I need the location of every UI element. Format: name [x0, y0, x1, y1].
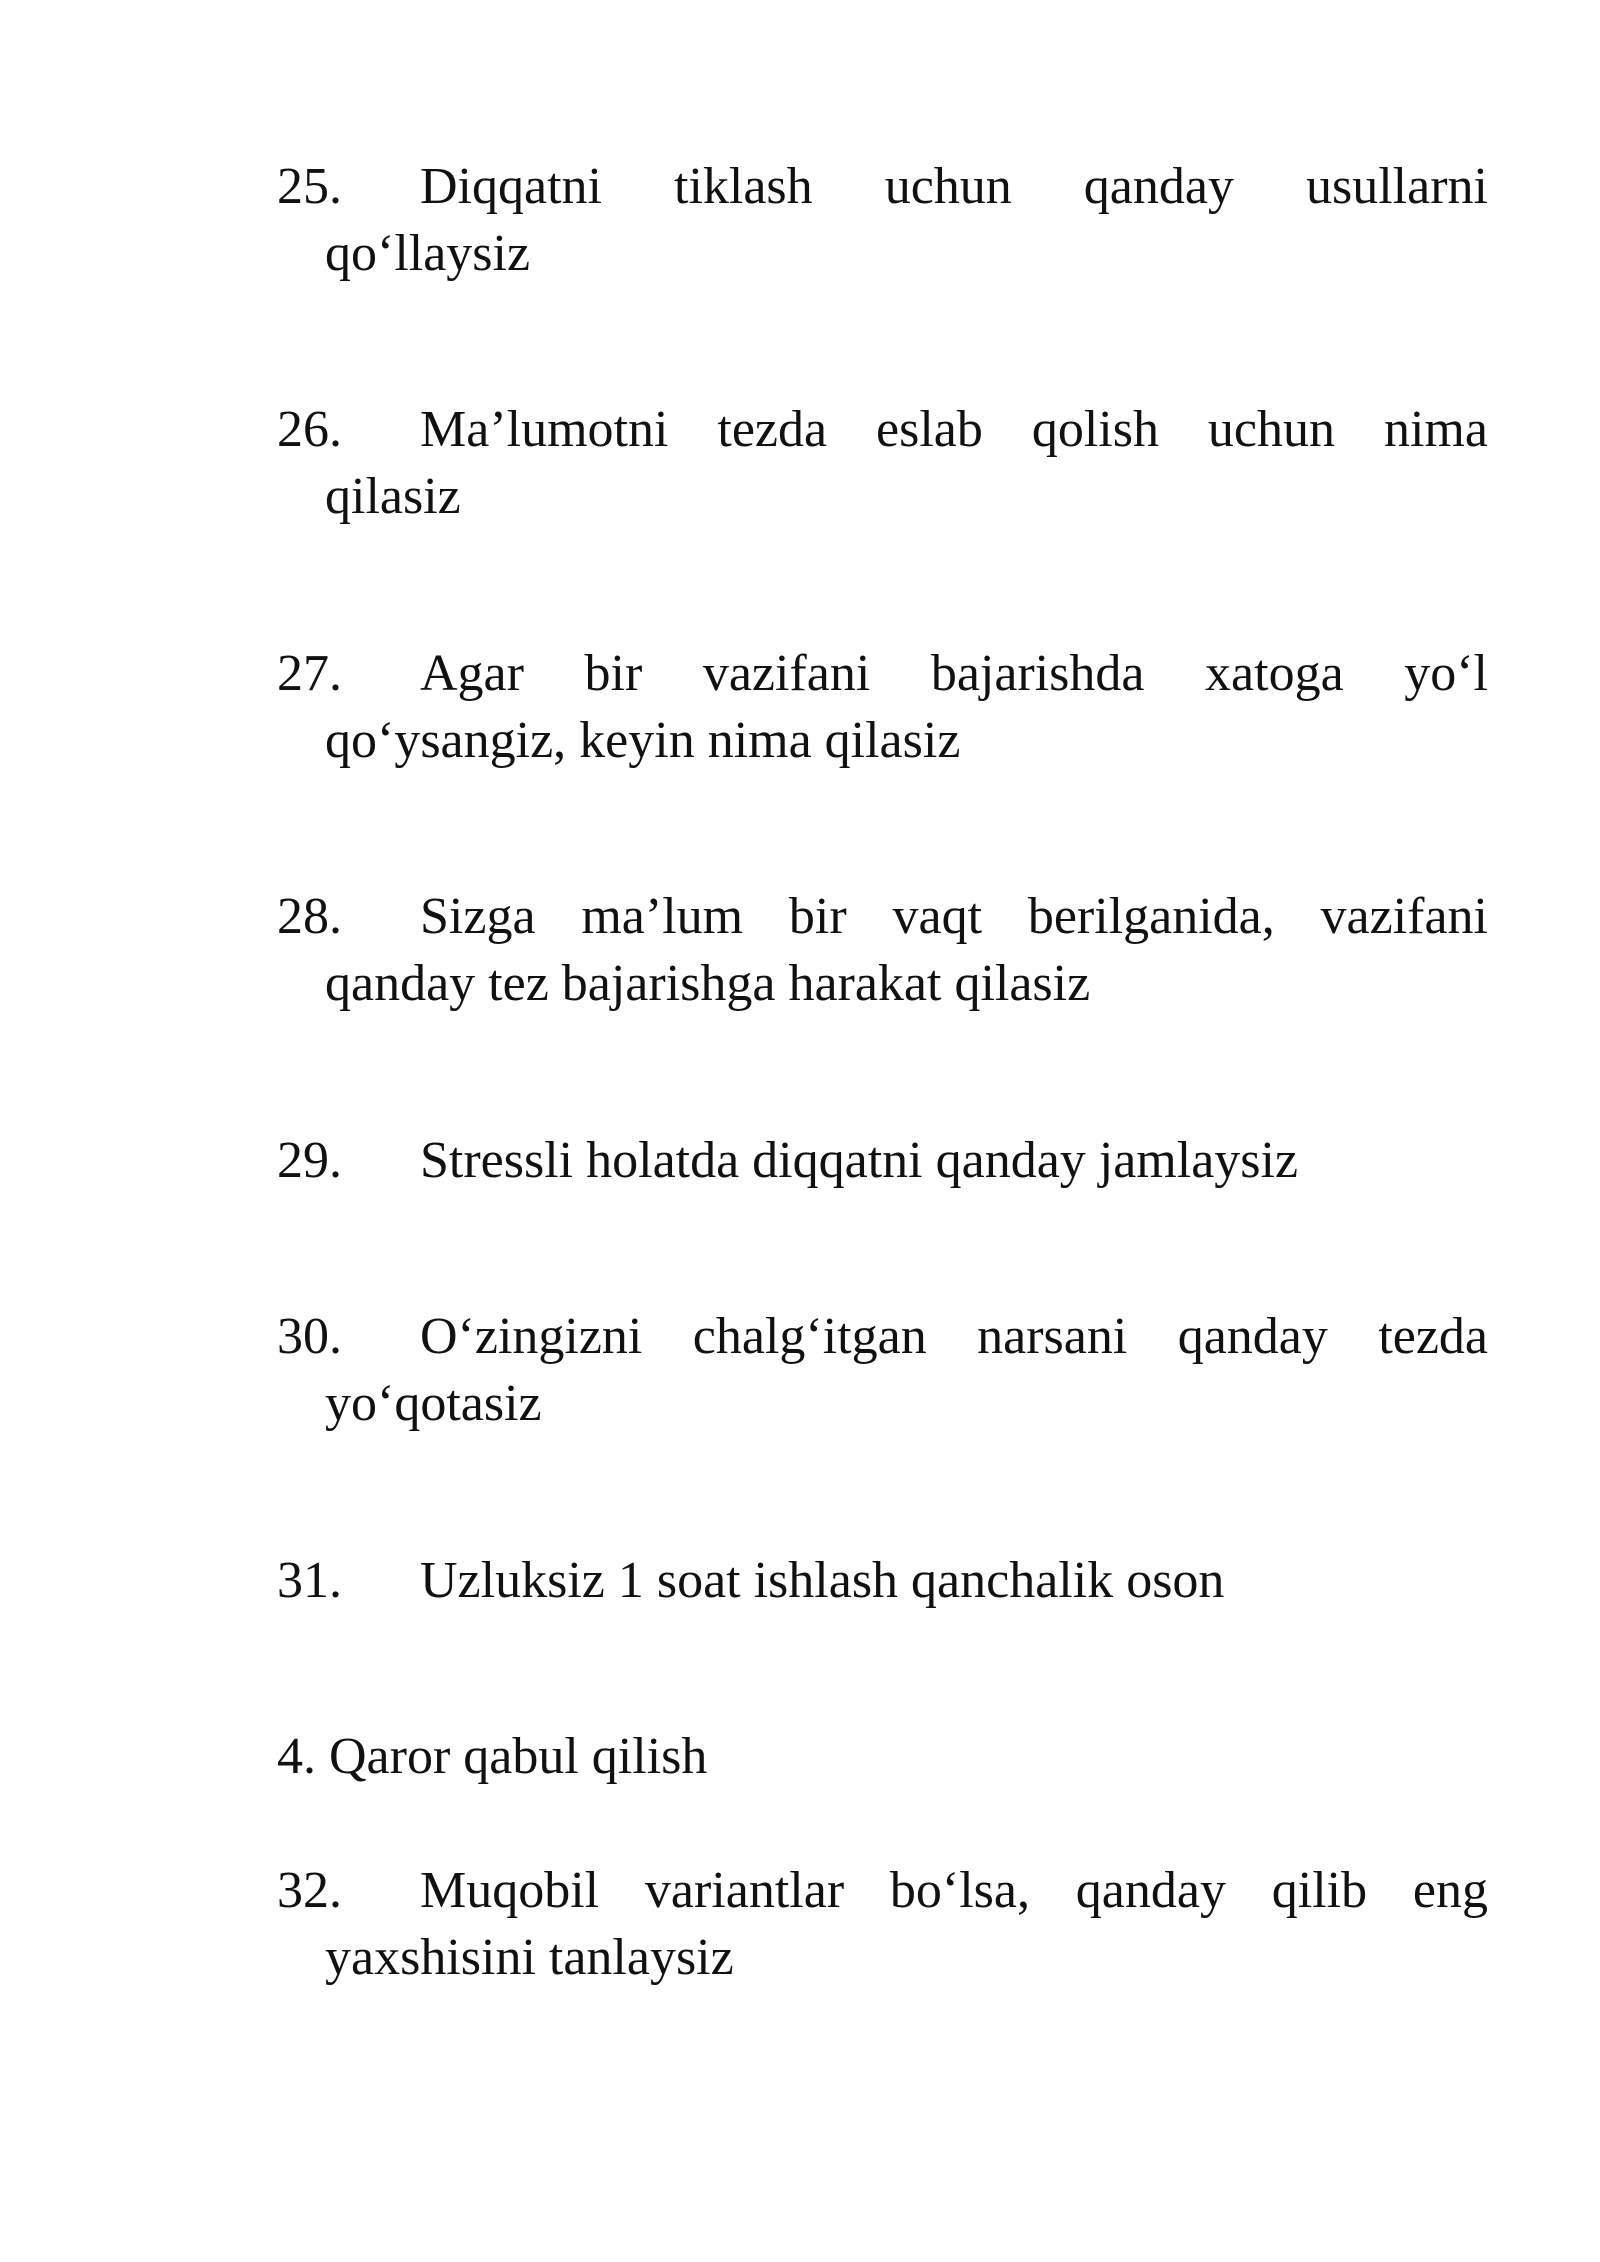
- question-text-continuation: qo‘ysangiz, keyin nima qilasiz: [325, 712, 961, 769]
- question-30: [277, 1303, 1488, 1437]
- word: eslab: [876, 401, 983, 458]
- word: tezda: [717, 401, 828, 458]
- word: qanday: [1075, 1862, 1226, 1919]
- question-32: [277, 1857, 1488, 1991]
- question-28-first-line: [277, 883, 1488, 950]
- word: vaqt: [892, 888, 983, 945]
- question-32-first-line: [277, 1857, 1488, 1924]
- word: bajarishda: [930, 645, 1145, 702]
- word: ma’lum: [581, 888, 744, 945]
- question-text-continuation: qanday tez bajarishga harakat qilasiz: [325, 955, 1091, 1012]
- question-text-continuation: yaxshisini tanlaysiz: [325, 1929, 734, 1986]
- question-26: [277, 396, 1488, 530]
- question-29: [277, 1127, 1488, 1194]
- question-29-line: [277, 1127, 1488, 1194]
- word: bir: [584, 645, 643, 702]
- question-number: 28.: [277, 888, 342, 945]
- word: bo‘lsa,: [889, 1862, 1031, 1919]
- question-number: 25.: [277, 158, 342, 215]
- question-25-first-line: [277, 153, 1488, 220]
- question-text: [420, 153, 1488, 220]
- question-number: 30.: [277, 1308, 342, 1365]
- word: Agar: [420, 645, 524, 702]
- question-text: Uzluksiz 1 soat ishlash qanchalik oson: [420, 1552, 1225, 1609]
- question-text-continuation: qo‘llaysiz: [325, 225, 531, 282]
- question-number: 27.: [277, 645, 342, 702]
- word: tiklash: [674, 158, 813, 215]
- question-text: [420, 396, 1488, 463]
- question-31-line: [277, 1547, 1488, 1614]
- question-text: [420, 1303, 1488, 1370]
- question-text-continuation: yo‘qotasiz: [325, 1375, 542, 1432]
- word: Diqqatni: [420, 158, 602, 215]
- word: variantlar: [644, 1862, 845, 1919]
- word: Ma’lumotni: [420, 401, 669, 458]
- question-text: [420, 640, 1488, 707]
- question-number: 31.: [277, 1552, 342, 1609]
- word: xatoga: [1205, 645, 1344, 702]
- word: uchun: [1207, 401, 1335, 458]
- word: chalg‘itgan: [692, 1308, 927, 1365]
- word: qanday: [1177, 1308, 1328, 1365]
- question-27-first-line: [277, 640, 1488, 707]
- section-heading: 4. Qaror qabul qilish: [277, 1728, 708, 1785]
- word: qanday: [1083, 158, 1234, 215]
- word: usullarni: [1305, 158, 1488, 215]
- question-number: 32.: [277, 1862, 342, 1919]
- word: bir: [788, 888, 847, 945]
- question-text: [420, 1857, 1488, 1924]
- word: narsani: [977, 1308, 1128, 1365]
- question-31: [277, 1547, 1488, 1614]
- question-28: [277, 883, 1488, 1017]
- question-text-continuation: qilasiz: [325, 468, 461, 525]
- question-text: [420, 883, 1488, 950]
- word: vazifani: [1320, 888, 1488, 945]
- word: Muqobil: [420, 1862, 600, 1919]
- word: eng: [1412, 1862, 1488, 1919]
- word: nima: [1383, 401, 1488, 458]
- word: qolish: [1031, 401, 1159, 458]
- question-25: [277, 153, 1488, 287]
- word: tezda: [1378, 1308, 1488, 1365]
- word: yo‘l: [1404, 645, 1488, 702]
- word: uchun: [884, 158, 1012, 215]
- word: O‘zingizni: [420, 1308, 643, 1365]
- word: qilib: [1271, 1862, 1368, 1919]
- question-text: Stressli holatda diqqatni qanday jamlaysiz: [420, 1132, 1299, 1189]
- question-30-first-line: [277, 1303, 1488, 1370]
- word: berilganida,: [1027, 888, 1275, 945]
- question-number: 29.: [277, 1132, 342, 1189]
- question-number: 26.: [277, 401, 342, 458]
- question-27: [277, 640, 1488, 774]
- question-26-first-line: [277, 396, 1488, 463]
- word: vazifani: [702, 645, 871, 702]
- word: Sizga: [420, 888, 536, 945]
